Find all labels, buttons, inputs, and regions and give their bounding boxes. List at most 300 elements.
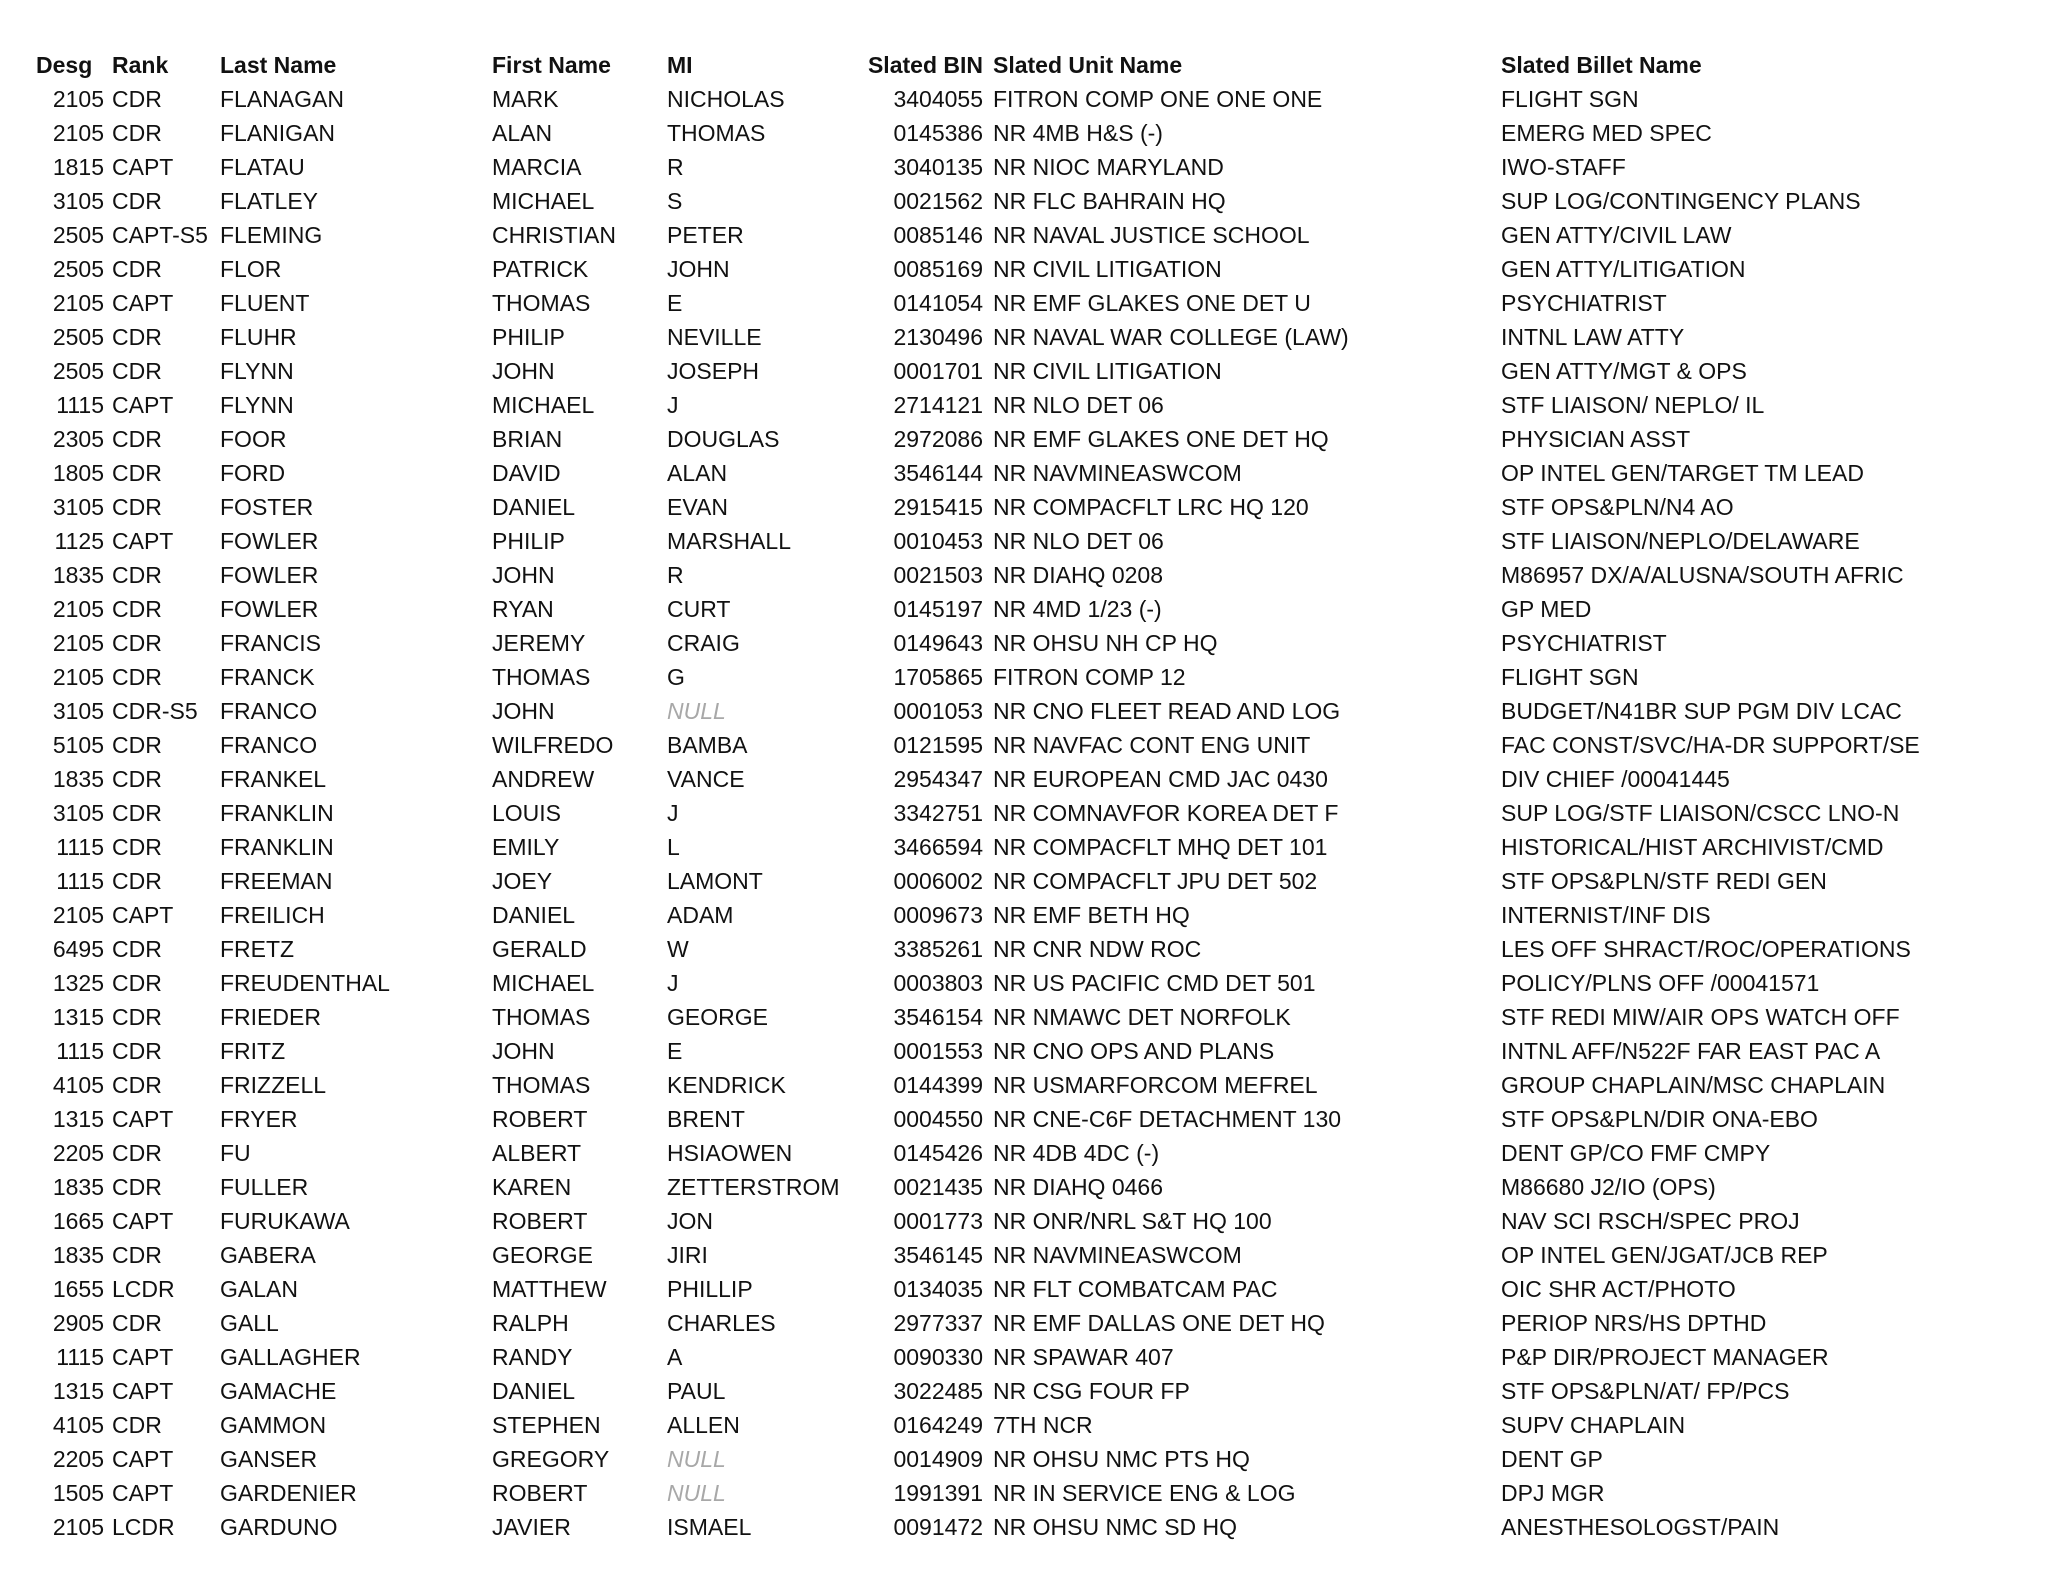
cell-slated-billet-name: STF LIAISON/ NEPLO/ IL: [1501, 391, 1765, 418]
cell-mi: R: [667, 561, 684, 588]
cell-slated-unit-name: FITRON COMP ONE ONE ONE: [993, 85, 1323, 112]
cell-desg: 2505: [52, 357, 104, 384]
cell-slated-bin: 3385261: [893, 935, 983, 962]
cell-rank: CAPT: [112, 1479, 174, 1506]
cell-last-name: FLANAGAN: [220, 85, 344, 112]
cell-slated-billet-name: PSYCHIATRIST: [1501, 289, 1667, 316]
cell-slated-billet-name: M86680 J2/IO (OPS): [1501, 1173, 1716, 1200]
cell-slated-billet-name: OP INTEL GEN/JGAT/JCB REP: [1501, 1241, 1828, 1268]
cell-slated-bin: 2915415: [893, 493, 983, 520]
cell-slated-billet-name: PERIOP NRS/HS DPTHD: [1501, 1309, 1767, 1336]
cell-slated-bin: 0085169: [893, 255, 983, 282]
cell-desg: 2505: [52, 255, 104, 282]
cell-slated-billet-name: DPJ MGR: [1501, 1479, 1605, 1506]
cell-mi: ALLEN: [667, 1411, 740, 1438]
cell-slated-unit-name: NR NAVMINEASWCOM: [993, 1241, 1242, 1268]
cell-slated-billet-name: OP INTEL GEN/TARGET TM LEAD: [1501, 459, 1864, 486]
cell-first-name: MARK: [492, 85, 559, 112]
cell-desg: 3105: [52, 799, 104, 826]
cell-slated-bin: 0006002: [893, 867, 983, 894]
cell-mi: NEVILLE: [667, 323, 762, 350]
cell-mi: PHILLIP: [667, 1275, 753, 1302]
cell-first-name: THOMAS: [492, 1071, 591, 1098]
cell-slated-billet-name: POLICY/PLNS OFF /00041571: [1501, 969, 1820, 996]
cell-first-name: ANDREW: [492, 765, 595, 792]
cell-slated-bin: 2972086: [893, 425, 983, 452]
cell-slated-unit-name: NR NMAWC DET NORFOLK: [993, 1003, 1291, 1030]
cell-desg: 2905: [52, 1309, 104, 1336]
table-row: [36, 558, 1921, 592]
roster-table: [36, 48, 1921, 1544]
cell-slated-billet-name: GEN ATTY/MGT & OPS: [1501, 357, 1747, 384]
cell-desg: 1115: [56, 833, 104, 860]
cell-last-name: FRITZ: [220, 1037, 286, 1064]
table-row: [36, 456, 1921, 490]
cell-last-name: FLOR: [220, 255, 282, 282]
cell-mi: NULL: [667, 1479, 726, 1506]
cell-first-name: BRIAN: [492, 425, 563, 452]
cell-last-name: FRANKLIN: [220, 833, 334, 860]
cell-rank: CAPT: [112, 1343, 174, 1370]
cell-last-name: FLUHR: [220, 323, 297, 350]
cell-slated-bin: 0021503: [893, 561, 983, 588]
cell-slated-bin: 0145426: [893, 1139, 983, 1166]
cell-mi: J: [667, 391, 679, 418]
cell-mi: NICHOLAS: [667, 85, 785, 112]
cell-slated-bin: 0001053: [893, 697, 983, 724]
cell-desg: 2105: [52, 595, 104, 622]
table-row: [36, 524, 1921, 558]
table-row: [36, 728, 1921, 762]
table-row: [36, 762, 1921, 796]
cell-desg: 1115: [56, 867, 104, 894]
cell-last-name: FOWLER: [220, 561, 319, 588]
cell-mi: LAMONT: [667, 867, 763, 894]
cell-mi: BRENT: [667, 1105, 745, 1132]
table-row: [36, 116, 1921, 150]
cell-mi: JOSEPH: [667, 357, 760, 384]
cell-last-name: FRANCO: [220, 731, 318, 758]
cell-rank: CAPT: [112, 1445, 174, 1472]
cell-slated-bin: 2954347: [893, 765, 983, 792]
cell-rank: CAPT: [112, 527, 174, 554]
cell-last-name: FOWLER: [220, 527, 319, 554]
cell-slated-bin: 0021435: [893, 1173, 983, 1200]
cell-slated-unit-name: NR EMF DALLAS ONE DET HQ: [993, 1309, 1325, 1336]
cell-mi: THOMAS: [667, 119, 766, 146]
cell-mi: DOUGLAS: [667, 425, 780, 452]
cell-desg: 6495: [52, 935, 104, 962]
cell-first-name: DANIEL: [492, 1377, 576, 1404]
cell-desg: 2105: [52, 85, 104, 112]
cell-last-name: GABERA: [220, 1241, 316, 1268]
cell-rank: CDR: [112, 323, 162, 350]
cell-slated-unit-name: NR COMNAVFOR KOREA DET F: [993, 799, 1339, 826]
header-slated-billet-name: Slated Billet Name: [1501, 51, 1702, 78]
cell-last-name: FLATAU: [220, 153, 305, 180]
cell-slated-billet-name: INTNL AFF/N522F FAR EAST PAC A: [1501, 1037, 1881, 1064]
cell-slated-unit-name: NR USMARFORCOM MEFREL: [993, 1071, 1318, 1098]
cell-slated-billet-name: FAC CONST/SVC/HA-DR SUPPORT/SE: [1501, 731, 1920, 758]
cell-rank: CAPT: [112, 1105, 174, 1132]
cell-slated-unit-name: NR OHSU NMC SD HQ: [993, 1513, 1238, 1540]
cell-last-name: GALL: [220, 1309, 279, 1336]
cell-slated-bin: 0145386: [893, 119, 983, 146]
cell-mi: JIRI: [667, 1241, 708, 1268]
table-row: [36, 1136, 1921, 1170]
cell-last-name: FOOR: [220, 425, 287, 452]
cell-last-name: FRANKEL: [220, 765, 327, 792]
cell-slated-unit-name: NR COMPACFLT LRC HQ 120: [993, 493, 1309, 520]
table-row: [36, 1204, 1921, 1238]
cell-slated-unit-name: NR 4MB H&S (-): [993, 119, 1163, 146]
cell-rank: CDR: [112, 425, 162, 452]
cell-last-name: GARDUNO: [220, 1513, 338, 1540]
cell-desg: 1325: [52, 969, 104, 996]
cell-slated-bin: 0145197: [893, 595, 983, 622]
cell-slated-billet-name: STF OPS&PLN/DIR ONA-EBO: [1501, 1105, 1818, 1132]
cell-slated-billet-name: STF OPS&PLN/N4 AO: [1501, 493, 1734, 520]
cell-last-name: FULLER: [220, 1173, 309, 1200]
cell-rank: CDR: [112, 663, 162, 690]
cell-slated-billet-name: P&P DIR/PROJECT MANAGER: [1501, 1343, 1829, 1370]
cell-slated-bin: 3404055: [893, 85, 983, 112]
cell-slated-billet-name: FLIGHT SGN: [1501, 663, 1639, 690]
cell-last-name: FREEMAN: [220, 867, 333, 894]
cell-desg: 1805: [52, 459, 104, 486]
cell-desg: 4105: [52, 1071, 104, 1098]
cell-last-name: FOSTER: [220, 493, 314, 520]
cell-rank: CDR: [112, 255, 162, 282]
cell-desg: 1115: [56, 1343, 104, 1370]
cell-mi: G: [667, 663, 685, 690]
cell-slated-billet-name: DIV CHIEF /00041445: [1501, 765, 1730, 792]
cell-last-name: FLYNN: [220, 391, 294, 418]
cell-slated-bin: 3040135: [893, 153, 983, 180]
cell-rank: CDR: [112, 935, 162, 962]
cell-rank: CDR: [112, 85, 162, 112]
cell-mi: J: [667, 969, 679, 996]
cell-slated-unit-name: NR NAVMINEASWCOM: [993, 459, 1242, 486]
cell-rank: CAPT: [112, 1377, 174, 1404]
cell-first-name: JEREMY: [492, 629, 586, 656]
cell-rank: CDR: [112, 1071, 162, 1098]
cell-rank: CDR-S5: [112, 697, 198, 724]
cell-first-name: RYAN: [492, 595, 554, 622]
cell-slated-unit-name: NR CNO OPS AND PLANS: [993, 1037, 1275, 1064]
cell-rank: CDR: [112, 187, 162, 214]
cell-mi: EVAN: [667, 493, 728, 520]
table-row: [36, 1034, 1921, 1068]
cell-first-name: JOHN: [492, 697, 555, 724]
cell-slated-billet-name: EMERG MED SPEC: [1501, 119, 1712, 146]
cell-mi: S: [667, 187, 683, 214]
table-row: [36, 592, 1921, 626]
table-row: [36, 1374, 1921, 1408]
cell-slated-billet-name: ANESTHESOLOGST/PAIN: [1501, 1513, 1780, 1540]
cell-slated-bin: 2714121: [893, 391, 983, 418]
cell-slated-billet-name: LES OFF SHRACT/ROC/OPERATIONS: [1501, 935, 1911, 962]
cell-mi: ISMAEL: [667, 1513, 752, 1540]
cell-slated-billet-name: NAV SCI RSCH/SPEC PROJ: [1501, 1207, 1800, 1234]
table-row: [36, 1102, 1921, 1136]
cell-slated-unit-name: NR CIVIL LITIGATION: [993, 255, 1222, 282]
cell-last-name: FLANIGAN: [220, 119, 336, 146]
cell-slated-unit-name: NR NAVFAC CONT ENG UNIT: [993, 731, 1311, 758]
cell-mi: CHARLES: [667, 1309, 776, 1336]
cell-desg: 2205: [52, 1445, 104, 1472]
table-row: [36, 1510, 1921, 1544]
table-row: [36, 830, 1921, 864]
cell-slated-unit-name: NR NIOC MARYLAND: [993, 153, 1224, 180]
cell-slated-unit-name: 7TH NCR: [993, 1411, 1093, 1438]
cell-slated-unit-name: NR EMF GLAKES ONE DET HQ: [993, 425, 1329, 452]
cell-first-name: PATRICK: [492, 255, 589, 282]
cell-mi: BAMBA: [667, 731, 748, 758]
table-row: [36, 1272, 1921, 1306]
cell-last-name: FREUDENTHAL: [220, 969, 390, 996]
cell-rank: CDR: [112, 1309, 162, 1336]
cell-slated-unit-name: NR ONR/NRL S&T HQ 100: [993, 1207, 1272, 1234]
table-row: [36, 1068, 1921, 1102]
cell-last-name: FRIEDER: [220, 1003, 321, 1030]
table-body: [36, 82, 1921, 1544]
cell-slated-billet-name: STF OPS&PLN/AT/ FP/PCS: [1501, 1377, 1790, 1404]
cell-slated-unit-name: NR NAVAL JUSTICE SCHOOL: [993, 221, 1310, 248]
table-row: [36, 1170, 1921, 1204]
header-last-name: Last Name: [220, 51, 337, 78]
cell-slated-unit-name: NR COMPACFLT MHQ DET 101: [993, 833, 1328, 860]
cell-mi: PAUL: [667, 1377, 726, 1404]
cell-last-name: FRYER: [220, 1105, 298, 1132]
cell-slated-unit-name: NR US PACIFIC CMD DET 501: [993, 969, 1316, 996]
cell-rank: CAPT: [112, 901, 174, 928]
cell-slated-billet-name: DENT GP/CO FMF CMPY: [1501, 1139, 1771, 1166]
cell-first-name: STEPHEN: [492, 1411, 601, 1438]
cell-desg: 1315: [52, 1003, 104, 1030]
cell-slated-unit-name: NR NLO DET 06: [993, 527, 1164, 554]
table-row: [36, 626, 1921, 660]
cell-first-name: PHILIP: [492, 527, 565, 554]
cell-mi: NULL: [667, 697, 726, 724]
table-row: [36, 1408, 1921, 1442]
cell-slated-bin: 0121595: [893, 731, 983, 758]
cell-mi: R: [667, 153, 684, 180]
cell-first-name: ALAN: [492, 119, 553, 146]
cell-desg: 1835: [52, 1173, 104, 1200]
cell-first-name: LOUIS: [492, 799, 562, 826]
cell-slated-bin: 0091472: [893, 1513, 983, 1540]
cell-first-name: GERALD: [492, 935, 587, 962]
table-row: [36, 966, 1921, 1000]
cell-mi: ZETTERSTROM: [667, 1173, 840, 1200]
cell-last-name: FU: [220, 1139, 251, 1166]
cell-mi: GEORGE: [667, 1003, 768, 1030]
cell-slated-bin: 0149643: [893, 629, 983, 656]
cell-slated-bin: 0141054: [893, 289, 983, 316]
cell-desg: 1835: [52, 1241, 104, 1268]
cell-slated-billet-name: IWO-STAFF: [1501, 153, 1626, 180]
cell-last-name: FURUKAWA: [220, 1207, 350, 1234]
header-slated-bin: Slated BIN: [867, 51, 983, 78]
cell-slated-bin: 0021562: [893, 187, 983, 214]
cell-slated-bin: 3546145: [893, 1241, 983, 1268]
cell-rank: CDR: [112, 595, 162, 622]
cell-rank: CDR: [112, 833, 162, 860]
cell-slated-unit-name: NR CSG FOUR FP: [993, 1377, 1190, 1404]
table-row: [36, 82, 1921, 116]
cell-rank: CAPT-S5: [112, 221, 208, 248]
cell-first-name: EMILY: [492, 833, 560, 860]
cell-last-name: FLUENT: [220, 289, 310, 316]
cell-mi: ADAM: [667, 901, 734, 928]
table-row: [36, 932, 1921, 966]
cell-slated-unit-name: FITRON COMP 12: [993, 663, 1186, 690]
cell-last-name: FRANCO: [220, 697, 318, 724]
cell-rank: CDR: [112, 561, 162, 588]
table-row: [36, 1238, 1921, 1272]
cell-last-name: FRETZ: [220, 935, 295, 962]
cell-desg: 2105: [52, 119, 104, 146]
cell-desg: 1665: [52, 1207, 104, 1234]
cell-desg: 4105: [52, 1411, 104, 1438]
cell-mi: HSIAOWEN: [667, 1139, 793, 1166]
cell-desg: 2505: [52, 323, 104, 350]
cell-slated-billet-name: GEN ATTY/LITIGATION: [1501, 255, 1746, 282]
cell-mi: CURT: [667, 595, 731, 622]
table-row: [36, 1442, 1921, 1476]
cell-desg: 2105: [52, 289, 104, 316]
cell-desg: 1655: [52, 1275, 104, 1302]
cell-slated-bin: 3342751: [893, 799, 983, 826]
cell-desg: 1315: [52, 1105, 104, 1132]
cell-rank: CDR: [112, 629, 162, 656]
cell-desg: 5105: [52, 731, 104, 758]
cell-first-name: DANIEL: [492, 901, 576, 928]
cell-slated-bin: 0010453: [893, 527, 983, 554]
cell-last-name: GARDENIER: [220, 1479, 357, 1506]
cell-desg: 1815: [52, 153, 104, 180]
cell-desg: 2105: [52, 1513, 104, 1540]
cell-first-name: MICHAEL: [492, 187, 595, 214]
cell-rank: CDR: [112, 459, 162, 486]
cell-slated-bin: 0001701: [893, 357, 983, 384]
cell-mi: JON: [667, 1207, 713, 1234]
cell-rank: CDR: [112, 1411, 162, 1438]
cell-rank: CDR: [112, 765, 162, 792]
cell-slated-unit-name: NR EMF GLAKES ONE DET U: [993, 289, 1311, 316]
cell-first-name: RALPH: [492, 1309, 569, 1336]
cell-first-name: MICHAEL: [492, 969, 595, 996]
cell-first-name: THOMAS: [492, 663, 591, 690]
cell-mi: E: [667, 1037, 683, 1064]
cell-first-name: ROBERT: [492, 1207, 588, 1234]
cell-slated-billet-name: INTNL LAW ATTY: [1501, 323, 1685, 350]
table-row: [36, 184, 1921, 218]
cell-slated-billet-name: M86957 DX/A/ALUSNA/SOUTH AFRIC: [1501, 561, 1904, 588]
cell-slated-billet-name: STF OPS&PLN/STF REDI GEN: [1501, 867, 1827, 894]
cell-slated-billet-name: BUDGET/N41BR SUP PGM DIV LCAC: [1501, 697, 1902, 724]
cell-slated-bin: 0009673: [893, 901, 983, 928]
table-row: [36, 1306, 1921, 1340]
table-row: [36, 218, 1921, 252]
cell-slated-bin: 1991391: [893, 1479, 983, 1506]
cell-slated-bin: 0164249: [893, 1411, 983, 1438]
cell-rank: CDR: [112, 799, 162, 826]
cell-rank: LCDR: [112, 1513, 175, 1540]
cell-rank: CDR: [112, 1139, 162, 1166]
table-row: [36, 1340, 1921, 1374]
cell-desg: 2205: [52, 1139, 104, 1166]
cell-slated-unit-name: NR 4DB 4DC (-): [993, 1139, 1160, 1166]
table-row: [36, 694, 1921, 728]
table-row: [36, 388, 1921, 422]
cell-slated-bin: 0014909: [893, 1445, 983, 1472]
table-row: [36, 1476, 1921, 1510]
cell-desg: 3105: [52, 187, 104, 214]
cell-slated-unit-name: NR EUROPEAN CMD JAC 0430: [993, 765, 1328, 792]
cell-slated-unit-name: NR IN SERVICE ENG & LOG: [993, 1479, 1296, 1506]
cell-slated-billet-name: STF LIAISON/NEPLO/DELAWARE: [1501, 527, 1860, 554]
cell-last-name: FREILICH: [220, 901, 325, 928]
cell-first-name: ALBERT: [492, 1139, 582, 1166]
cell-rank: CAPT: [112, 289, 174, 316]
cell-desg: 1835: [52, 561, 104, 588]
cell-slated-bin: 3466594: [893, 833, 983, 860]
cell-slated-unit-name: NR FLT COMBATCAM PAC: [993, 1275, 1278, 1302]
cell-rank: CDR: [112, 969, 162, 996]
cell-last-name: GANSER: [220, 1445, 318, 1472]
cell-slated-bin: 0090330: [893, 1343, 983, 1370]
cell-slated-bin: 0001773: [893, 1207, 983, 1234]
cell-rank: CDR: [112, 867, 162, 894]
cell-slated-bin: 3546154: [893, 1003, 983, 1030]
cell-mi: JOHN: [667, 255, 730, 282]
cell-first-name: THOMAS: [492, 1003, 591, 1030]
cell-slated-unit-name: NR FLC BAHRAIN HQ: [993, 187, 1226, 214]
cell-last-name: GALAN: [220, 1275, 298, 1302]
cell-last-name: FRANCK: [220, 663, 315, 690]
cell-slated-billet-name: PHYSICIAN ASST: [1501, 425, 1691, 452]
cell-first-name: ROBERT: [492, 1479, 588, 1506]
cell-rank: CDR: [112, 1037, 162, 1064]
cell-slated-bin: 2130496: [893, 323, 983, 350]
cell-last-name: FRANCIS: [220, 629, 321, 656]
cell-slated-billet-name: DENT GP: [1501, 1445, 1603, 1472]
table-row: [36, 150, 1921, 184]
cell-desg: 2105: [52, 901, 104, 928]
cell-last-name: FLATLEY: [220, 187, 318, 214]
cell-slated-bin: 0134035: [893, 1275, 983, 1302]
cell-mi: VANCE: [667, 765, 745, 792]
cell-slated-billet-name: PSYCHIATRIST: [1501, 629, 1667, 656]
cell-rank: CDR: [112, 1003, 162, 1030]
cell-slated-unit-name: NR NLO DET 06: [993, 391, 1164, 418]
cell-desg: 1115: [56, 391, 104, 418]
cell-first-name: DAVID: [492, 459, 561, 486]
cell-first-name: PHILIP: [492, 323, 565, 350]
cell-desg: 1115: [56, 1037, 104, 1064]
cell-first-name: MATTHEW: [492, 1275, 607, 1302]
cell-rank: CDR: [112, 1173, 162, 1200]
cell-desg: 1835: [52, 765, 104, 792]
cell-slated-unit-name: NR CIVIL LITIGATION: [993, 357, 1222, 384]
cell-slated-billet-name: GROUP CHAPLAIN/MSC CHAPLAIN: [1501, 1071, 1886, 1098]
cell-mi: MARSHALL: [667, 527, 791, 554]
cell-slated-unit-name: NR 4MD 1/23 (-): [993, 595, 1162, 622]
cell-mi: L: [667, 833, 680, 860]
cell-last-name: FORD: [220, 459, 286, 486]
